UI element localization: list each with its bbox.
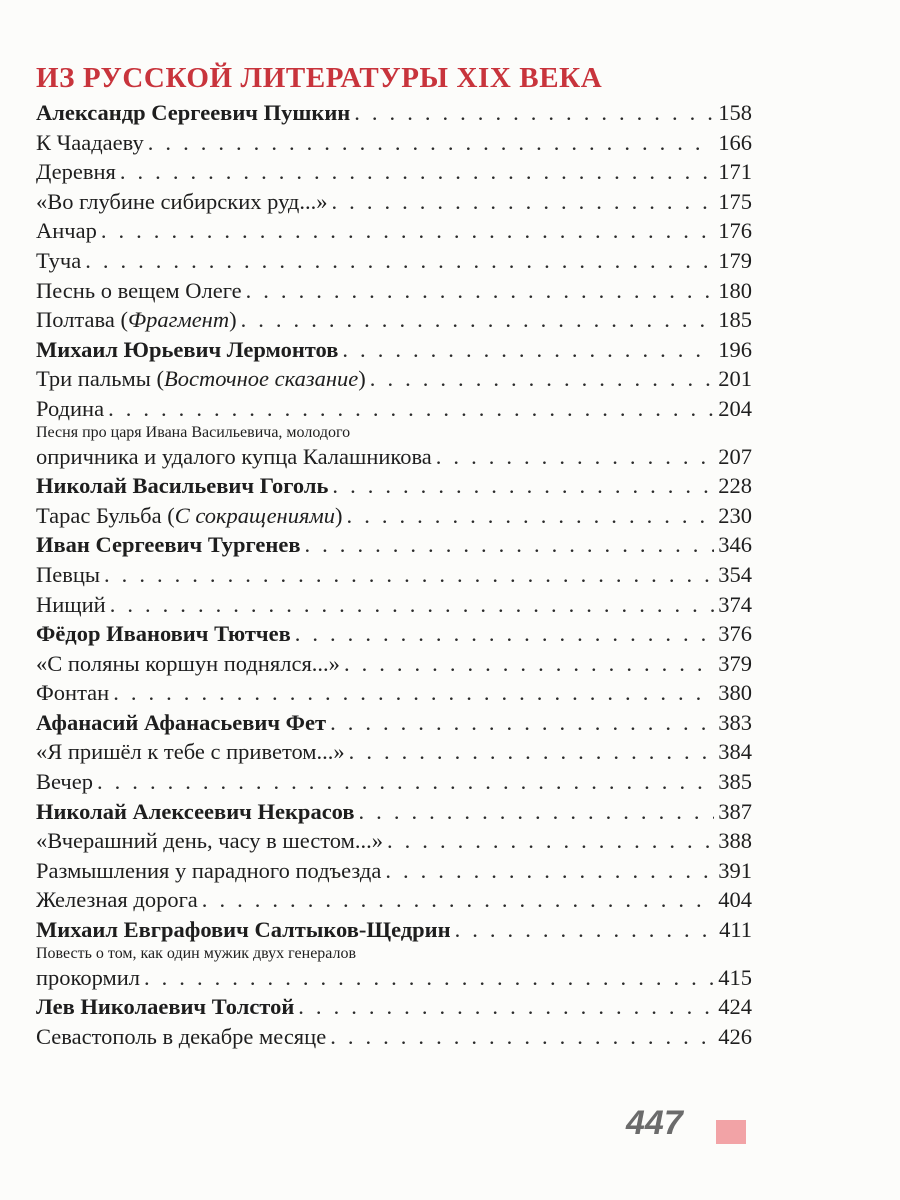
- toc-work-entry: [36, 963, 752, 993]
- toc-entry-title: [36, 737, 349, 767]
- dot-leader: [347, 501, 715, 531]
- toc-entry-title: [36, 364, 370, 394]
- toc-entry-title: [36, 157, 120, 187]
- dot-leader: [110, 590, 715, 620]
- toc-entry-page: 158: [718, 100, 752, 125]
- toc-author-entry: [36, 708, 752, 738]
- toc-entry-title-text: Николай Алексеевич Некрасов: [36, 798, 355, 824]
- toc-entry-page: 196: [718, 336, 752, 362]
- toc-entry-title-text: Михаил Евграфович Салтыков-Щедрин: [36, 917, 451, 943]
- toc-entry-page: 376: [718, 621, 752, 647]
- page-number-box: [626, 1098, 746, 1148]
- toc-entry-title-text: Три пальмы (: [36, 366, 164, 392]
- toc-author-entry: [36, 915, 752, 945]
- toc-entry-page: 228: [718, 473, 752, 499]
- toc-entry-page: 176: [718, 218, 752, 244]
- toc-entry-title: [36, 560, 104, 590]
- dot-leader: [295, 619, 715, 649]
- toc-entry-page: 171: [718, 159, 752, 185]
- toc-work-entry: [36, 1022, 752, 1052]
- dot-leader: [85, 246, 714, 276]
- toc-entry-page: 379: [718, 650, 752, 676]
- toc-entry-title: [36, 826, 387, 856]
- toc-entry-title: [36, 335, 342, 365]
- toc-work-entry: [36, 216, 752, 246]
- toc-entry-title-text: Анчар: [36, 218, 97, 244]
- toc-entry-title: [36, 767, 97, 797]
- toc-entry-title-text: Александр Сергеевич Пушкин: [36, 100, 351, 125]
- toc-entry-title: [36, 678, 113, 708]
- toc-work-entry: [36, 246, 752, 276]
- toc-entry-page: 230: [718, 502, 752, 528]
- toc-work-entry: [36, 394, 752, 424]
- dot-leader: [298, 992, 714, 1022]
- toc-entry-page: 201: [718, 366, 752, 392]
- toc-work-entry: [36, 305, 752, 335]
- toc-work-entry: [36, 737, 752, 767]
- toc-author-entry: [36, 471, 752, 501]
- toc-entry-title: [36, 442, 436, 472]
- dot-leader: [330, 1022, 714, 1052]
- toc-entry-page: 380: [718, 680, 752, 706]
- toc-entry-title: [36, 276, 246, 306]
- toc-work-entry: [36, 187, 752, 217]
- toc-entry-title-line: Песня про царя Ивана Васильевича, молодого: [36, 423, 351, 441]
- toc-entry-page: 424: [718, 994, 752, 1020]
- toc-entry-title: [36, 1022, 330, 1052]
- toc-entry-title-text: Вечер: [36, 769, 93, 795]
- toc-entry-title-text: Фонтан: [36, 680, 110, 706]
- toc-entry-title-italic: Восточное сказание: [164, 366, 359, 392]
- toc-entry-title: [36, 992, 298, 1022]
- toc-entry-page: 175: [718, 188, 752, 214]
- toc-entry-title-text: Певцы: [36, 561, 101, 587]
- toc-entry-title-text: Тарас Бульба (: [36, 502, 175, 528]
- toc-entry-title-text: «Во глубине сибирских руд...»: [36, 188, 328, 214]
- toc-entry-page: 411: [719, 917, 752, 943]
- toc-work-entry: [36, 767, 752, 797]
- dot-leader: [385, 856, 714, 886]
- page-number-tab: [716, 1120, 746, 1144]
- toc-entry-page: 179: [718, 247, 752, 273]
- dot-leader: [108, 394, 714, 424]
- dot-leader: [436, 442, 714, 472]
- toc-entry-title-text: Михаил Юрьевич Лермонтов: [36, 336, 339, 362]
- toc-author-entry: [36, 797, 752, 827]
- dot-leader: [97, 767, 714, 797]
- toc-entry-title-text: Размышления у парадного подъезда: [36, 857, 382, 883]
- toc-entry-title: [36, 963, 144, 993]
- toc-entry-title: [36, 708, 330, 738]
- section-heading: ИЗ РУССКОЙ ЛИТЕРАТУРЫ XIX ВЕКА: [36, 62, 603, 94]
- toc-entry-page: 180: [718, 277, 752, 303]
- toc-page: [36, 58, 752, 1051]
- dot-leader: [354, 98, 714, 128]
- toc-entry-title-text: опричника и удалого купца Калашникова: [36, 443, 432, 469]
- dot-leader: [359, 797, 715, 827]
- toc-entry-title-text: Фёдор Иванович Тютчев: [36, 621, 291, 647]
- toc-entry-title: [36, 915, 455, 945]
- dot-leader: [332, 187, 715, 217]
- dot-leader: [144, 963, 714, 993]
- toc-entry-title: [36, 98, 354, 128]
- toc-entry-title: [36, 885, 202, 915]
- toc-entry-page: 185: [718, 307, 752, 333]
- toc-entry-title: [36, 305, 241, 335]
- toc-entry-title-text: Афанасий Афанасьевич Фет: [36, 709, 327, 735]
- toc-entry-title-text: «Я пришёл к тебе с приветом...»: [36, 739, 345, 765]
- dot-leader: [387, 826, 714, 856]
- toc-entry-title-text: Песнь о вещем Олеге: [36, 277, 242, 303]
- toc-entry-title: [36, 394, 108, 424]
- toc-author-entry: [36, 335, 752, 365]
- toc-work-entry: [36, 678, 752, 708]
- dot-leader: [104, 560, 714, 590]
- toc-entry-title-text: Нищий: [36, 591, 106, 617]
- toc-work-entry: [36, 885, 752, 915]
- toc-entry-page: 415: [718, 964, 752, 990]
- toc-entry-page: 383: [718, 709, 752, 735]
- toc-work-entry: [36, 157, 752, 187]
- dot-leader: [455, 915, 715, 945]
- toc-entry-title-suffix: ): [358, 366, 366, 392]
- toc-entry-title-text: Родина: [36, 395, 105, 421]
- toc-entry-title-text: «Вчерашний день, часу в шестом...»: [36, 828, 383, 854]
- toc-entry-title: [36, 187, 332, 217]
- toc-author-entry: [36, 530, 752, 560]
- toc-entry-title-suffix: ): [229, 307, 237, 333]
- toc-entry-title-text: Иван Сергеевич Тургенев: [36, 532, 301, 558]
- toc-entry-title: [36, 797, 359, 827]
- toc-author-entry: [36, 619, 752, 649]
- toc-entry-title-text: «С поляны коршун поднялся...»: [36, 650, 340, 676]
- toc-entry-title: [36, 216, 101, 246]
- toc-entry-title: [36, 590, 110, 620]
- toc-entry-title-text: Николай Васильевич Гоголь: [36, 473, 329, 499]
- toc-entry-title-text: К Чаадаеву: [36, 129, 144, 155]
- toc-entry-title: [36, 471, 332, 501]
- dot-leader: [101, 216, 714, 246]
- toc-entry-title-text: прокормил: [36, 964, 140, 990]
- toc-author-entry: [36, 992, 752, 1022]
- toc-author-entry: [36, 98, 752, 128]
- toc-entry-title-text: Лев Николаевич Толстой: [36, 994, 295, 1020]
- dot-leader: [305, 530, 715, 560]
- toc-list: [36, 98, 752, 1051]
- toc-entry-page: 384: [718, 739, 752, 765]
- dot-leader: [370, 364, 714, 394]
- toc-entry-title-text: Железная дорога: [36, 887, 198, 913]
- toc-entry-page: 166: [718, 129, 752, 155]
- toc-entry-page: 388: [718, 828, 752, 854]
- dot-leader: [148, 128, 714, 158]
- toc-work-entry: [36, 128, 752, 158]
- toc-entry-title-suffix: ): [335, 502, 343, 528]
- toc-work-entry: [36, 501, 752, 531]
- toc-entry-page: 426: [718, 1023, 752, 1049]
- toc-work-entry: [36, 590, 752, 620]
- dot-leader: [330, 708, 714, 738]
- page-number: 447: [626, 1104, 683, 1142]
- toc-entry-title: [36, 501, 347, 531]
- toc-entry-page: 207: [718, 443, 752, 469]
- toc-entry-title-text: Севастополь в декабре месяце: [36, 1023, 327, 1049]
- toc-entry-title-text: Полтава (: [36, 307, 128, 333]
- toc-work-entry: [36, 364, 752, 394]
- toc-entry-page: 387: [718, 798, 752, 824]
- toc-entry-title-italic: С сокращениями: [174, 502, 336, 528]
- toc-entry-title: [36, 246, 85, 276]
- toc-entry-title: [36, 856, 385, 886]
- toc-entry-page: 374: [718, 591, 752, 617]
- dot-leader: [241, 305, 715, 335]
- toc-work-entry: [36, 442, 752, 472]
- toc-work-entry: [36, 649, 752, 679]
- toc-work-entry: [36, 856, 752, 886]
- toc-entry-title-italic: Фрагмент: [127, 307, 230, 333]
- toc-entry-title-text: Туча: [36, 247, 82, 273]
- dot-leader: [342, 335, 714, 365]
- toc-entry-title: [36, 649, 344, 679]
- dot-leader: [120, 157, 714, 187]
- toc-entry-page: 204: [718, 395, 752, 421]
- toc-entry-title: [36, 530, 305, 560]
- dot-leader: [113, 678, 714, 708]
- dot-leader: [202, 885, 714, 915]
- toc-work-entry: [36, 826, 752, 856]
- toc-entry-title-line: Повесть о том, как один мужик двух генералов: [36, 944, 357, 962]
- toc-work-entry: [36, 276, 752, 306]
- dot-leader: [344, 649, 714, 679]
- dot-leader: [246, 276, 715, 306]
- toc-entry-title: [36, 619, 295, 649]
- toc-work-entry: [36, 560, 752, 590]
- dot-leader: [332, 471, 714, 501]
- toc-entry-page: 346: [718, 532, 752, 558]
- toc-entry-page: 385: [718, 769, 752, 795]
- toc-entry-page: 404: [718, 887, 752, 913]
- toc-entry-page: 391: [718, 857, 752, 883]
- toc-entry-page: 354: [718, 561, 752, 587]
- toc-entry-title: [36, 128, 148, 158]
- toc-entry-title-text: Деревня: [36, 159, 116, 185]
- dot-leader: [349, 737, 715, 767]
